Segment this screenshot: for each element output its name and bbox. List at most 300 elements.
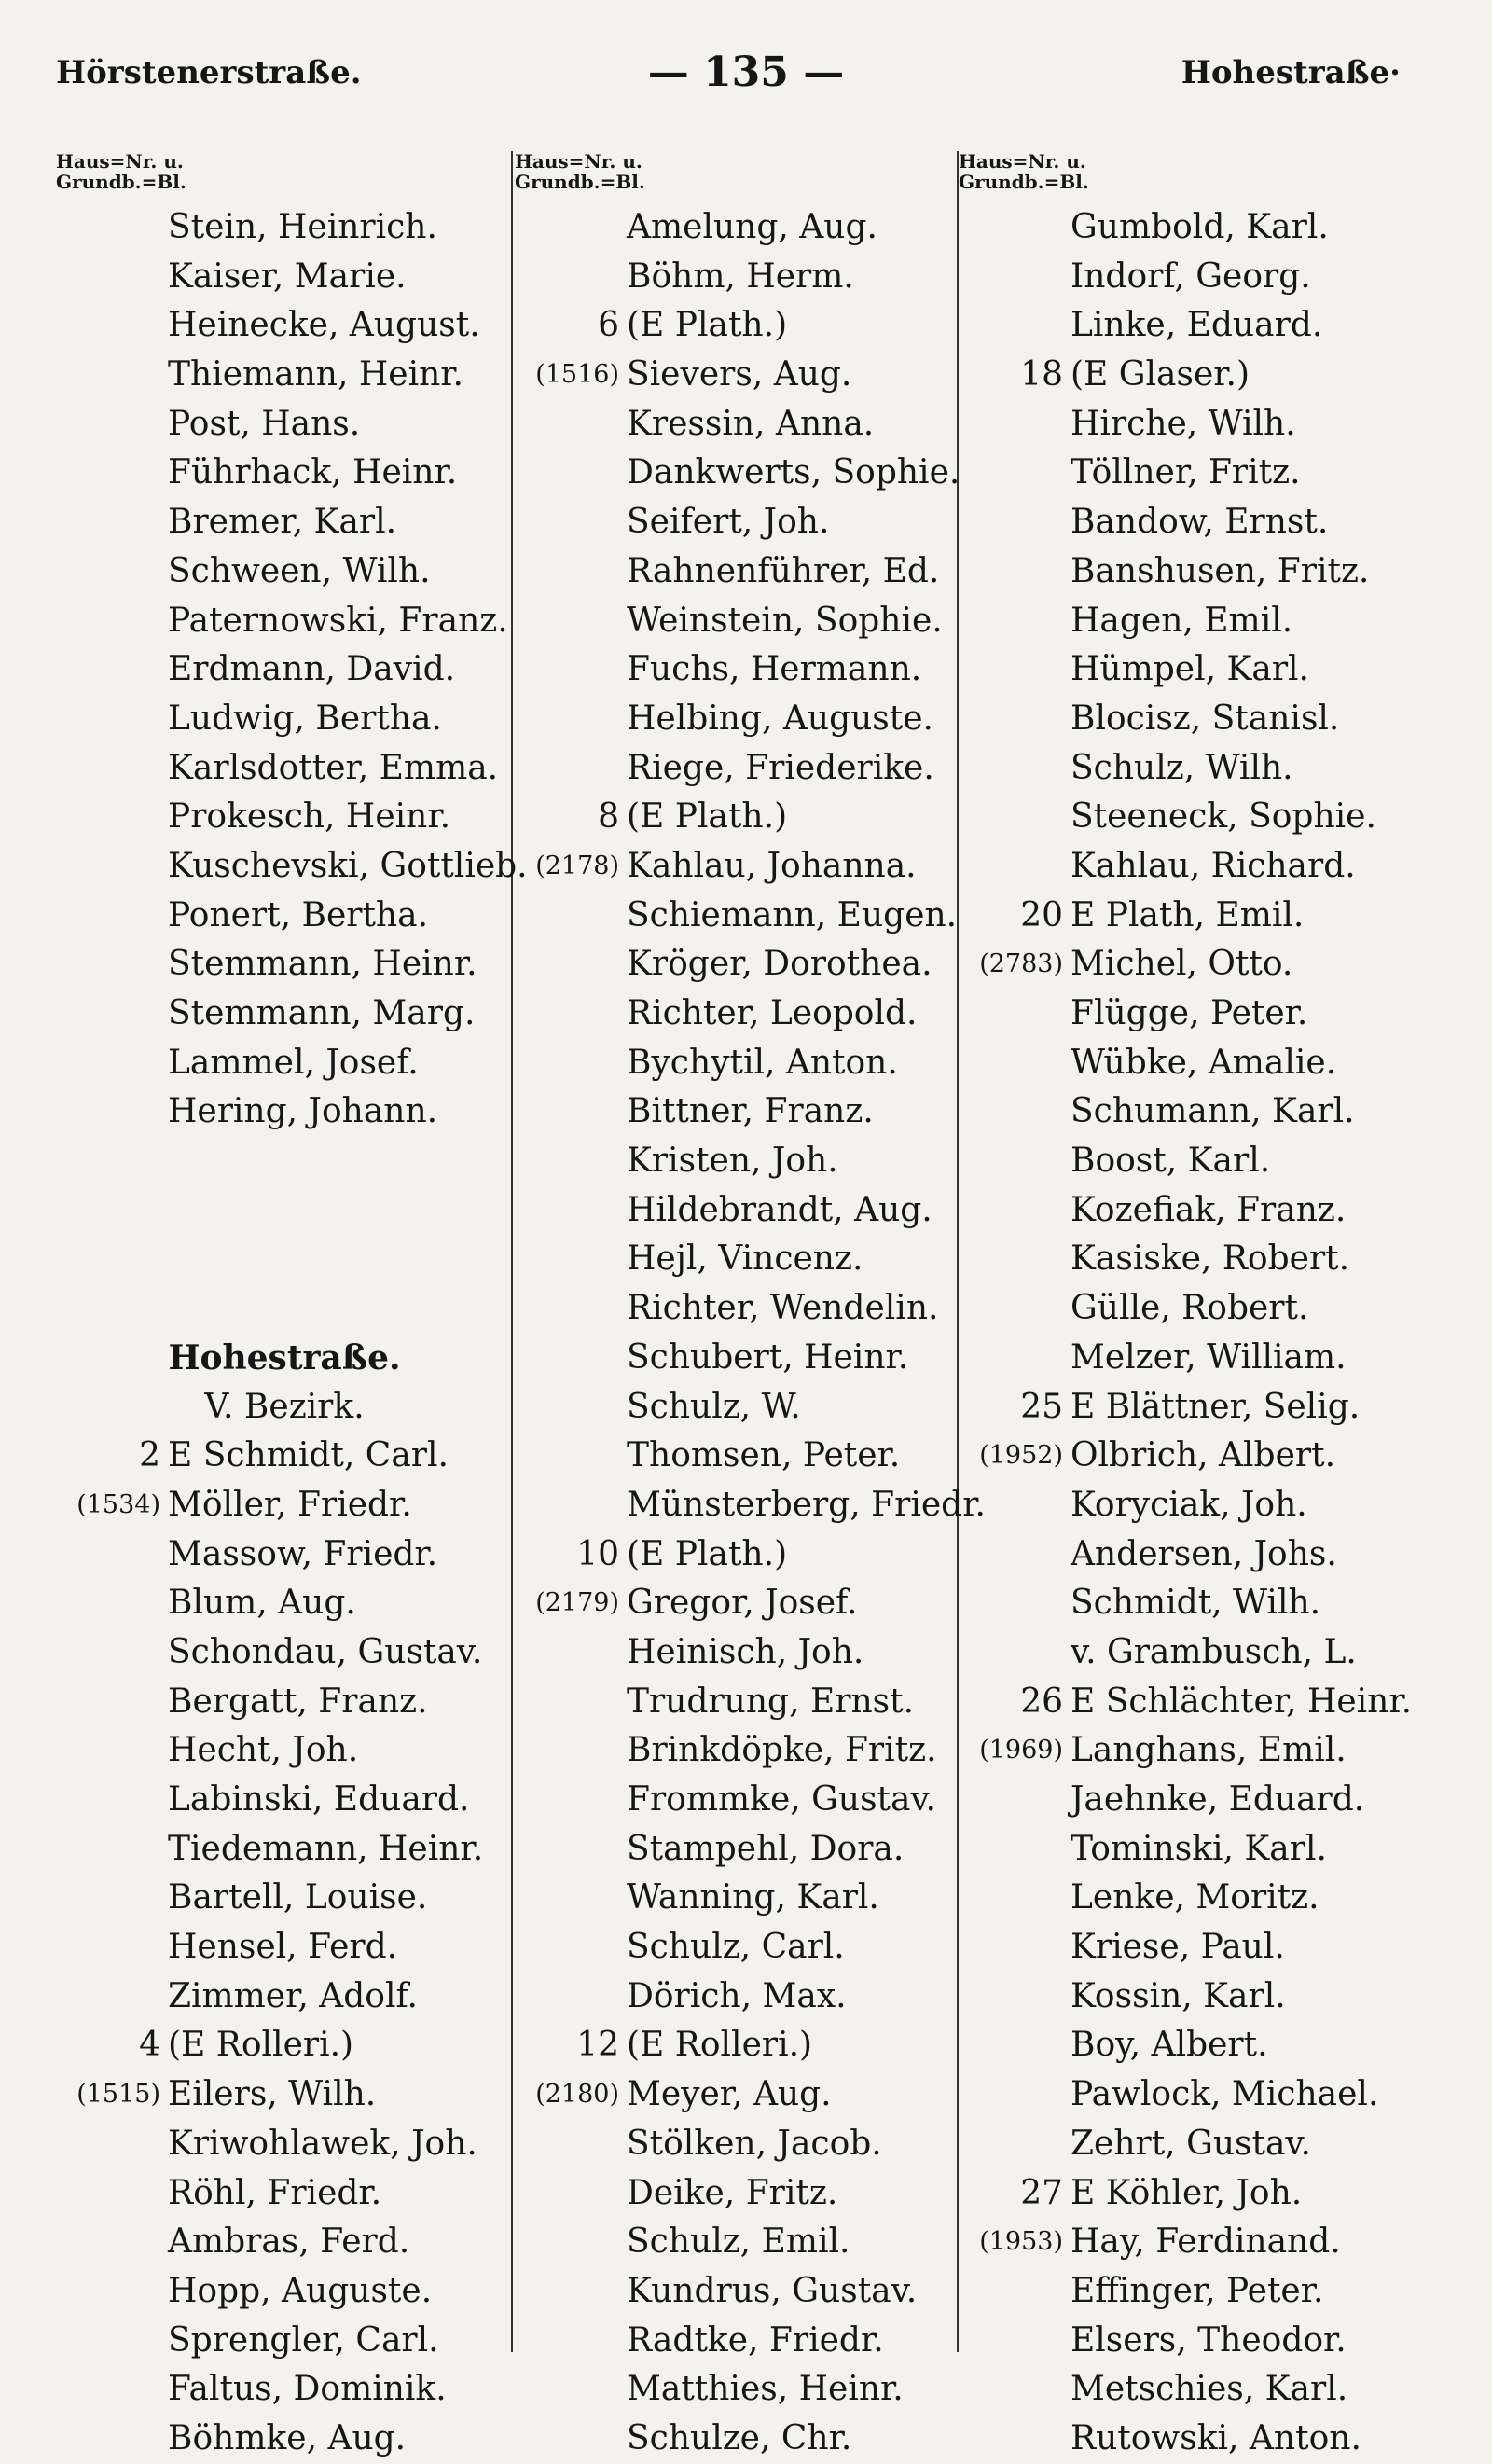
resident-entry [515,2021,960,2070]
resident-name: (E Plath.) [627,1534,788,1573]
resident-name: Hering, Johann. [168,1092,438,1131]
resident-name: Hejl, Vincenz. [627,1239,863,1279]
resident-entry [515,1726,960,1776]
resident-name: Hümpel, Karl. [1071,650,1309,689]
resident-entry [515,1087,960,1137]
resident-entry [959,940,1434,990]
resident-name: Kriwohlawek, Joh. [168,2124,477,2163]
resident-entry [959,1284,1434,1334]
resident-entry [515,1530,960,1580]
resident-name: Bergatt, Franz. [168,1682,428,1721]
resident-name: Koryciak, Joh. [1071,1485,1307,1524]
column-2 [515,150,986,2464]
resident-name: Thiemann, Heinr. [168,355,463,395]
resident-name: Erdmann, David. [168,650,456,689]
resident-name: Massow, Friedr. [168,1534,438,1573]
resident-name: Kasiske, Robert. [1071,1239,1350,1279]
land-register-number: (1516) [535,360,619,390]
resident-entry [56,2317,513,2366]
resident-name: Kuschevski, Gottlieb. [168,846,528,885]
resident-entry [959,498,1434,547]
resident-name: Rahnenführer, Ed. [627,551,940,590]
resident-entry [56,2365,513,2415]
resident-entry [515,1776,960,1825]
resident-entry [515,695,960,744]
resident-name: Faltus, Dominik. [168,2370,447,2409]
resident-name: (E Rolleri.) [168,2026,354,2065]
resident-entry [515,1825,960,1875]
resident-entry [959,1579,1434,1628]
resident-name: Seifert, Joh. [627,503,830,542]
resident-entry [959,1235,1434,1284]
resident-name: Eilers, Wilh. [168,2075,377,2114]
resident-entry [56,1726,513,1776]
land-register-number: (1515) [76,2080,160,2110]
resident-entry [56,990,513,1039]
resident-entry [959,1530,1434,1580]
resident-entry [515,2120,960,2169]
resident-name: Andersen, Johs. [1071,1534,1337,1573]
resident-name: Schulz, Wilh. [1071,748,1293,787]
resident-name: Bychytil, Anton. [627,1043,898,1082]
resident-name: Töllner, Fritz. [1071,453,1301,492]
resident-entry [515,449,960,498]
resident-name: E Blättner, Selig. [1071,1387,1361,1426]
district-label: V. Bezirk. [204,1387,365,1426]
column-header-line1: Haus=Nr. u. [959,150,1086,173]
resident-entry [56,597,513,646]
resident-entry [56,2070,513,2120]
resident-entry [515,1579,960,1628]
resident-name: Kahlau, Richard. [1071,846,1356,885]
resident-entry [56,645,513,695]
resident-name: Brinkdöpke, Fritz. [627,1731,937,1770]
resident-name: Fuchs, Hermann. [627,650,922,689]
resident-name: Schmidt, Wilh. [1071,1584,1321,1623]
resident-entry [959,2365,1434,2415]
resident-name: Bandow, Ernst. [1071,503,1329,542]
resident-entry [959,2169,1434,2219]
resident-name: Labinski, Eduard. [168,1780,470,1819]
house-number: 4 [139,2026,160,2065]
resident-name: Richter, Leopold. [627,994,918,1032]
house-number: 25 [1020,1387,1063,1426]
resident-entry [959,1776,1434,1825]
resident-name: Blum, Aug. [168,1584,356,1623]
resident-name: Führhack, Heinr. [168,453,458,492]
resident-entry [56,1481,513,1530]
resident-name: Paternowski, Franz. [168,601,508,640]
resident-name: Stein, Heinrich. [168,208,437,246]
resident-name: Trudrung, Ernst. [627,1682,915,1721]
resident-entry [515,1432,960,1481]
resident-entry [959,301,1434,351]
resident-entry [56,2415,513,2464]
resident-name: Wübke, Amalie. [1071,1043,1337,1082]
resident-entry [56,400,513,450]
resident-entry [56,1973,513,2022]
resident-name: Matthies, Heinr. [627,2370,904,2409]
resident-name: Hecht, Joh. [168,1731,359,1770]
resident-entry [959,1628,1434,1678]
resident-entry [515,1628,960,1678]
resident-name: Kozefiak, Franz. [1071,1190,1347,1229]
resident-name: Kahlau, Johanna. [627,846,917,885]
resident-entry [515,2169,960,2219]
header-left-street: Hörstenerstraße. [56,54,362,91]
resident-entry [515,645,960,695]
resident-entry [515,1481,986,1530]
blank-row [56,1186,513,1236]
resident-entry [515,203,960,253]
resident-entry [515,547,960,597]
resident-entry [959,597,1434,646]
resident-entry [56,1530,513,1580]
resident-name: Kröger, Dorothea. [627,945,932,984]
resident-entry [515,2267,960,2317]
resident-name: Indorf, Georg. [1071,256,1311,296]
resident-name: Steeneck, Sophie. [1071,797,1376,837]
section-heading-row [56,1383,513,1433]
resident-entry [515,892,960,941]
resident-entry [959,645,1434,695]
resident-name: Schulze, Chr. [627,2418,852,2457]
blank-row [56,1137,513,1186]
header-right-street: Hohestraße· [1181,54,1401,91]
column-header [515,151,960,203]
resident-entry [959,1039,1434,1088]
resident-name: Röhl, Friedr. [168,2173,382,2212]
resident-name: Gregor, Josef. [627,1584,858,1623]
resident-name: Schiemann, Eugen. [627,895,958,934]
resident-entry [515,498,960,547]
resident-entry [959,2021,1434,2070]
resident-entry [515,1923,960,1973]
house-number: 20 [1020,895,1063,934]
resident-name: Jaehnke, Eduard. [1071,1780,1365,1819]
resident-entry [959,2317,1434,2366]
resident-name: Schumann, Karl. [1071,1092,1355,1131]
resident-entry [959,695,1434,744]
resident-name: Helbing, Auguste. [627,699,933,738]
resident-entry [959,1825,1434,1875]
resident-name: Melzer, William. [1071,1337,1347,1377]
resident-entry [959,1432,1434,1481]
resident-name: Hagen, Emil. [1071,601,1293,640]
land-register-number: (1952) [979,1441,1063,1471]
resident-entry [515,1678,960,1727]
land-register-number: (1969) [979,1736,1063,1765]
resident-name: Olbrich, Albert. [1071,1436,1336,1475]
land-register-number: (1534) [76,1489,160,1519]
resident-entry [56,253,513,302]
resident-entry [959,547,1434,597]
resident-entry [56,1628,513,1678]
resident-entry [56,1579,513,1628]
resident-name: Meyer, Aug. [627,2075,832,2114]
resident-entry [515,842,960,892]
resident-name: Radtke, Friedr. [627,2320,884,2360]
resident-name: Gülle, Robert. [1071,1289,1309,1328]
land-register-number: (2178) [535,851,619,880]
column-header-line2: Grundb.=Bl. [959,171,1089,193]
resident-entry [959,1186,1434,1236]
resident-entry [56,1087,513,1137]
resident-name: Münsterberg, Friedr. [627,1485,986,1524]
resident-entry [959,1973,1434,2022]
resident-entry [959,1383,1434,1433]
resident-entry [959,1087,1434,1137]
column-header [56,151,513,203]
resident-entry [959,1678,1434,1727]
resident-name: Heinisch, Joh. [627,1632,864,1671]
resident-entry [515,744,960,794]
resident-name: Ponert, Bertha. [168,895,429,934]
resident-name: Michel, Otto. [1071,945,1293,984]
resident-name: Schubert, Heinr. [627,1337,909,1377]
resident-name: Stölken, Jacob. [627,2124,882,2163]
resident-name: Langhans, Emil. [1071,1731,1347,1770]
resident-entry [959,1481,1434,1530]
resident-name: Kaiser, Marie. [168,256,407,296]
resident-name: E Schlächter, Heinr. [1071,1682,1413,1721]
resident-entry [515,1973,960,2022]
resident-name: Hensel, Ferd. [168,1928,398,1967]
resident-name: Ambras, Ferd. [168,2222,410,2262]
resident-entry [515,1137,960,1186]
column-rows [959,203,1434,2464]
resident-entry [959,1137,1434,1186]
column-header-line2: Grundb.=Bl. [56,171,186,193]
resident-name: Flügge, Peter. [1071,994,1308,1032]
resident-entry [56,1923,513,1973]
resident-entry [56,1825,513,1875]
resident-name: Lenke, Moritz. [1071,1878,1319,1917]
resident-name: Riege, Friederike. [627,748,934,787]
resident-entry [959,400,1434,450]
resident-entry [56,940,513,990]
resident-name: Post, Hans. [168,404,361,443]
resident-entry [515,940,960,990]
resident-entry [515,1186,960,1236]
resident-entry [56,1039,513,1088]
resident-entry [515,597,960,646]
resident-entry [515,400,960,450]
resident-name: Ludwig, Bertha. [168,699,442,738]
land-register-number: (2179) [535,1588,619,1618]
resident-name: Rutowski, Anton. [1071,2418,1361,2457]
resident-entry [515,253,960,302]
resident-entry [56,1776,513,1825]
resident-entry [959,990,1434,1039]
resident-entry [959,892,1434,941]
resident-entry [959,744,1434,794]
resident-entry [959,2267,1434,2317]
resident-entry [56,203,513,253]
resident-name: Thomsen, Peter. [627,1436,901,1475]
resident-name: Bremer, Karl. [168,503,397,542]
resident-entry [515,351,960,400]
resident-entry [959,1923,1434,1973]
resident-name: (E Glaser.) [1071,355,1250,395]
resident-entry [515,1284,960,1334]
resident-name: Bartell, Louise. [168,1878,428,1917]
resident-name: Prokesch, Heinr. [168,797,451,837]
house-number: 27 [1020,2173,1063,2212]
column-header [959,151,1434,203]
resident-name: Zimmer, Adolf. [168,1976,418,2015]
resident-entry [515,301,960,351]
blank-row [56,1235,513,1284]
resident-name: Tominski, Karl. [1071,1829,1327,1868]
resident-entry [515,1334,960,1383]
street-heading: Hohestraße. [168,1337,401,1377]
resident-name: Metschies, Karl. [1071,2370,1348,2409]
resident-name: Schulz, W. [627,1387,801,1426]
resident-name: v. Grambusch, L. [1071,1632,1357,1671]
section-heading-row [56,1334,513,1383]
resident-entry [56,842,528,892]
house-number: 2 [139,1436,160,1475]
resident-name: Sprengler, Carl. [168,2320,439,2360]
resident-name: Böhm, Herm. [627,256,854,296]
resident-entry [515,1039,960,1088]
resident-name: Linke, Eduard. [1071,306,1323,345]
resident-entry [959,2120,1434,2169]
land-register-number: (1953) [979,2227,1063,2257]
resident-name: Wanning, Karl. [627,1878,879,1917]
resident-entry [515,1235,960,1284]
resident-name: Bittner, Franz. [627,1092,874,1131]
resident-name: Schulz, Emil. [627,2222,850,2262]
resident-entry [56,2169,513,2219]
resident-name: Stemmann, Marg. [168,994,476,1032]
resident-name: Richter, Wendelin. [627,1289,939,1328]
resident-entry [515,2365,960,2415]
resident-name: Kundrus, Gustav. [627,2271,918,2310]
resident-name: Hirche, Wilh. [1071,404,1296,443]
resident-entry [959,449,1434,498]
resident-name: Boy, Albert. [1071,2026,1268,2065]
resident-name: Tiedemann, Heinr. [168,1829,484,1868]
resident-entry [515,990,960,1039]
resident-name: Kriese, Paul. [1071,1928,1285,1967]
resident-name: Schondau, Gustav. [168,1632,483,1671]
resident-name: E Köhler, Joh. [1071,2173,1303,2212]
resident-entry [56,1432,513,1481]
resident-entry [959,842,1434,892]
resident-entry [56,1678,513,1727]
house-number: 18 [1020,355,1063,395]
column-3 [959,151,1434,2464]
resident-name: Schween, Wilh. [168,551,431,590]
column-rows [56,203,528,2464]
land-register-number: (2180) [535,2080,619,2110]
resident-name: Sievers, Aug. [627,355,852,395]
resident-entry [56,498,513,547]
resident-entry [56,695,513,744]
resident-entry [56,2021,513,2070]
resident-name: Amelung, Aug. [627,208,877,246]
resident-name: Hay, Ferdinand. [1071,2222,1341,2262]
resident-name: Schulz, Carl. [627,1928,845,1967]
resident-name: Hopp, Auguste. [168,2271,433,2310]
resident-entry [515,1874,960,1923]
column-1 [56,150,528,2464]
resident-entry [56,1874,513,1923]
column-header-line1: Haus=Nr. u. [515,150,642,173]
resident-entry [959,2070,1434,2120]
resident-name: Boost, Karl. [1071,1142,1271,1181]
resident-entry [959,793,1434,842]
resident-entry [56,2267,513,2317]
resident-name: Karlsdotter, Emma. [168,748,499,787]
house-number: 12 [576,2026,619,2065]
resident-name: Kossin, Karl. [1071,1976,1286,2015]
resident-name: Elsers, Theodor. [1071,2320,1347,2360]
resident-entry [56,2120,513,2169]
resident-name: E Schmidt, Carl. [168,1436,449,1475]
resident-entry [515,2317,960,2366]
resident-entry [515,2070,960,2120]
resident-name: E Plath, Emil. [1071,895,1305,934]
resident-entry [959,2218,1434,2267]
resident-name: Möller, Friedr. [168,1485,412,1524]
resident-entry [959,1334,1434,1383]
resident-entry [56,351,513,400]
resident-name: Stemmann, Heinr. [168,945,477,984]
house-number: 26 [1020,1682,1063,1721]
resident-name: Banshusen, Fritz. [1071,551,1370,590]
resident-entry [959,2415,1434,2464]
resident-name: Hildebrandt, Aug. [627,1190,932,1229]
land-register-number: (2783) [979,949,1063,979]
resident-entry [56,449,513,498]
resident-entry [56,793,513,842]
resident-entry [515,2415,960,2464]
blank-row [56,1284,513,1334]
resident-entry [959,203,1434,253]
resident-name: (E Plath.) [627,797,788,837]
resident-entry [56,547,513,597]
resident-entry [959,351,1434,400]
resident-entry [515,793,960,842]
resident-name: Stampehl, Dora. [627,1829,905,1868]
resident-name: Gumbold, Karl. [1071,208,1329,246]
resident-entry [959,253,1434,302]
house-number: 8 [598,797,619,837]
resident-name: Lammel, Josef. [168,1043,419,1082]
resident-name: Pawlock, Michael. [1071,2075,1379,2114]
resident-entry [515,2218,960,2267]
column-header-line1: Haus=Nr. u. [56,150,184,173]
resident-name: Böhmke, Aug. [168,2418,407,2457]
resident-name: Frommke, Gustav. [627,1780,936,1819]
resident-name: Zehrt, Gustav. [1071,2124,1311,2163]
resident-entry [56,2218,513,2267]
resident-name: Weinstein, Sophie. [627,601,943,640]
resident-name: Kristen, Joh. [627,1142,838,1181]
house-number: 10 [576,1534,619,1573]
resident-name: (E Rolleri.) [627,2026,813,2065]
resident-entry [515,1383,960,1433]
resident-name: Heinecke, August. [168,306,480,345]
column-rows [515,203,986,2464]
resident-name: Blocisz, Stanisl. [1071,699,1340,738]
resident-entry [56,744,513,794]
house-number: 6 [598,306,619,345]
resident-entry [56,892,513,941]
